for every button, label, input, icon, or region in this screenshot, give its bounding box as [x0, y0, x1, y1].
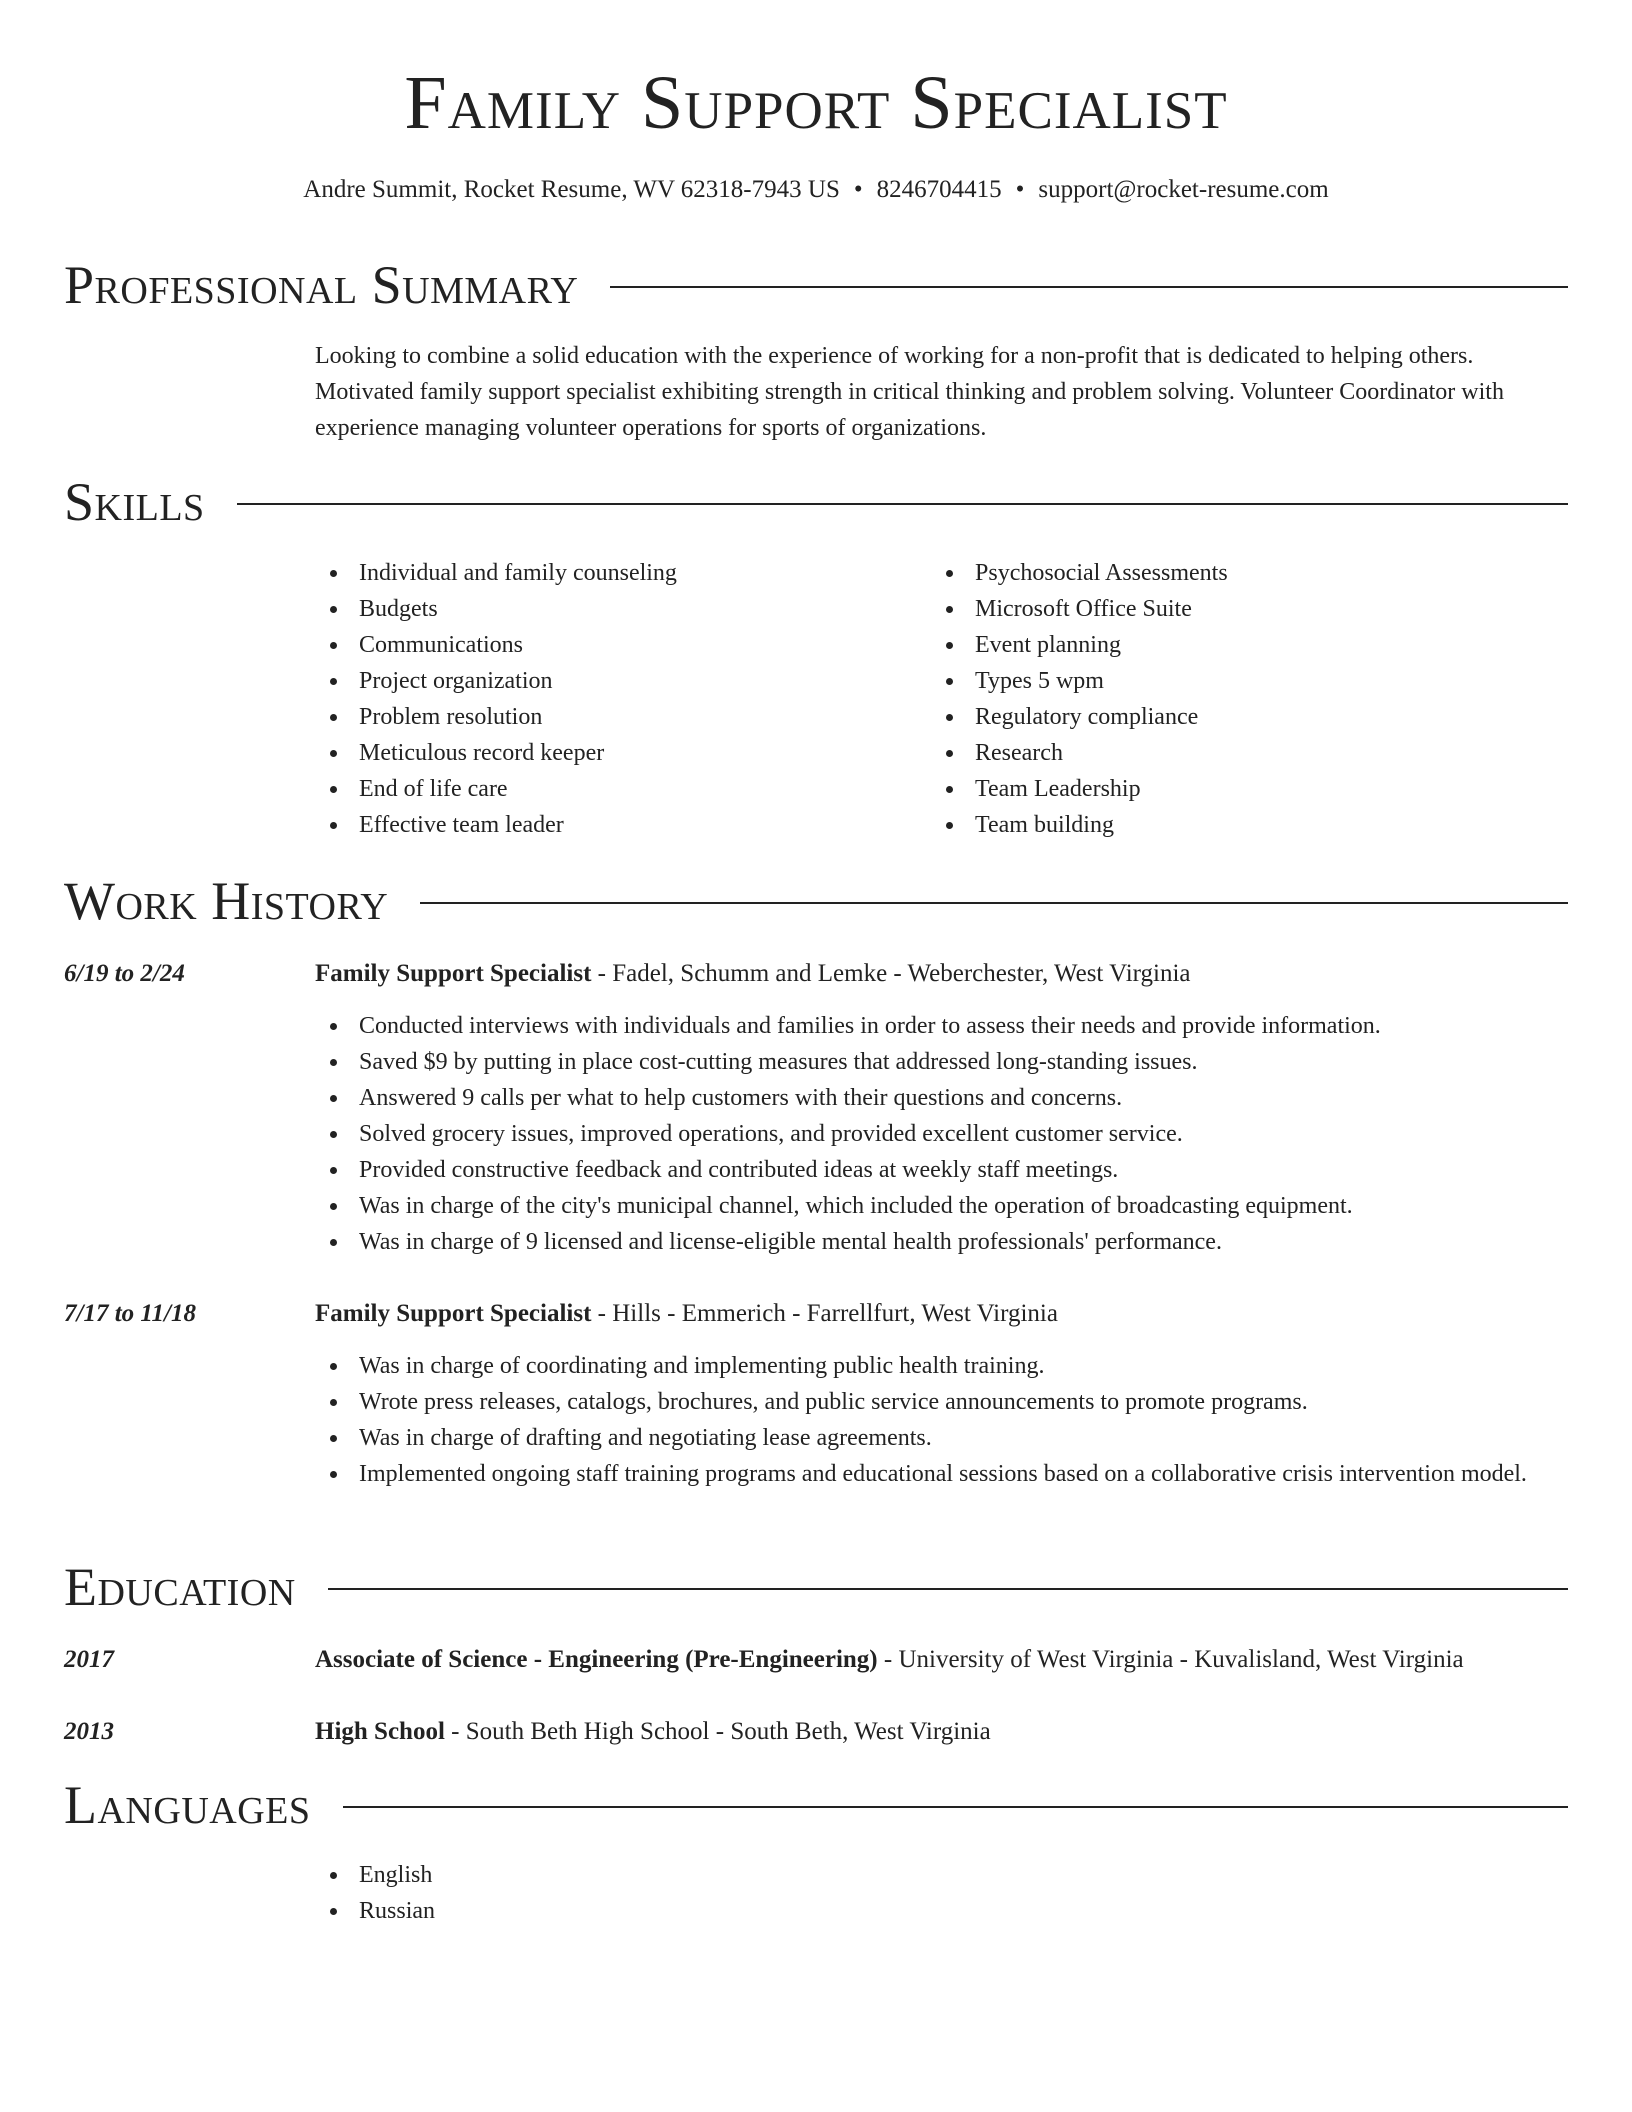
skill-item: End of life care: [315, 771, 915, 807]
education-entry: [315, 1714, 1575, 1750]
section-divider: [328, 1588, 1568, 1590]
job-bullet: Implemented ongoing staff training programs and educational sessions based on a collaborative crisis intervention model.: [315, 1456, 1565, 1492]
job-bullet: Answered 9 calls per what to help customers with their questions and concerns.: [315, 1080, 1565, 1116]
skills-heading: Skills: [64, 472, 205, 532]
contact-phone: 8246704415: [876, 176, 1002, 203]
job-dates: 7/17 to 11/18: [64, 1300, 196, 1327]
work-heading: Work History: [64, 871, 389, 931]
education-details: - South Beth High School - South Beth, West Virginia: [444, 1718, 991, 1745]
job-bullet: Solved grocery issues, improved operations, and provided excellent customer service.: [315, 1116, 1565, 1152]
job-bullet: Was in charge of coordinating and implementing public health training.: [315, 1348, 1565, 1384]
section-divider: [237, 503, 1568, 505]
skill-item: Project organization: [315, 663, 915, 699]
contact-address: Andre Summit, Rocket Resume, WV 62318-7943 US: [303, 176, 840, 203]
summary-heading: Professional Summary: [64, 255, 579, 315]
job-bullet: Provided constructive feedback and contributed ideas at weekly staff meetings.: [315, 1152, 1565, 1188]
section-divider: [420, 902, 1568, 904]
job-dates: 6/19 to 2/24: [64, 960, 185, 987]
summary-section-header: [64, 253, 1568, 317]
language-item: English: [315, 1857, 1565, 1893]
education-section-header: [64, 1555, 1568, 1619]
job-bullet: Wrote press releases, catalogs, brochures, and public service announcements to promote programs.: [315, 1384, 1565, 1420]
job-bullet: Was in charge of drafting and negotiating lease agreements.: [315, 1420, 1565, 1456]
skill-item: Microsoft Office Suite: [931, 591, 1531, 627]
education-year: 2017: [64, 1646, 114, 1673]
education-entry: [315, 1642, 1575, 1678]
skills-section-header: [64, 470, 1568, 534]
section-divider: [610, 286, 1568, 288]
skills-column-left: [315, 555, 915, 843]
skill-item: Effective team leader: [315, 807, 915, 843]
contact-separator: •: [853, 176, 863, 203]
job-title: Family Support Specialist: [315, 960, 592, 987]
education-heading: Education: [64, 1557, 296, 1617]
skill-item: Event planning: [931, 627, 1531, 663]
skill-item: Regulatory compliance: [931, 699, 1531, 735]
skill-item: Individual and family counseling: [315, 555, 915, 591]
language-item: Russian: [315, 1893, 1565, 1929]
skill-item: Problem resolution: [315, 699, 915, 735]
contact-separator: •: [1015, 176, 1025, 203]
skill-item: Team Leadership: [931, 771, 1531, 807]
resume-name: Family Support Specialist: [404, 61, 1228, 145]
job-bullets: [315, 1008, 1565, 1260]
skill-item: Types 5 wpm: [931, 663, 1531, 699]
job-heading: [315, 956, 1575, 992]
education-year: 2013: [64, 1718, 114, 1745]
languages-heading: Languages: [64, 1775, 311, 1835]
job-bullet: Conducted interviews with individuals and families in order to assess their needs and provide information.: [315, 1008, 1565, 1044]
summary-text: Looking to combine a solid education with the experience of working for a non-profit that is dedicated to helping others. Motivated family support specialist exhibiting strength in critical thinking and problem solving. Volunteer Coordinator with experience managing volunteer operations for sports of organizations.: [315, 343, 1504, 441]
contact-email: support@rocket-resume.com: [1038, 176, 1329, 203]
job-bullet: Was in charge of 9 licensed and license-eligible mental health professionals' performance.: [315, 1224, 1565, 1260]
education-degree: High School: [315, 1718, 445, 1745]
skills-column-right: [931, 555, 1531, 843]
skill-item: Meticulous record keeper: [315, 735, 915, 771]
skill-item: Research: [931, 735, 1531, 771]
section-divider: [343, 1806, 1569, 1808]
job-bullets: [315, 1348, 1565, 1492]
skill-item: Budgets: [315, 591, 915, 627]
job-details: - Fadel, Schumm and Lemke - Weberchester, West Virginia: [591, 960, 1191, 987]
skill-item: Psychosocial Assessments: [931, 555, 1531, 591]
languages-list: [315, 1857, 1565, 1929]
skill-item: Team building: [931, 807, 1531, 843]
job-bullet: Saved $9 by putting in place cost-cutting measures that addressed long-standing issues.: [315, 1044, 1565, 1080]
education-degree: Associate of Science - Engineering (Pre-Engineering): [315, 1646, 878, 1673]
job-heading: [315, 1296, 1575, 1332]
contact-line: [0, 172, 1632, 208]
job-bullet: Was in charge of the city's municipal channel, which included the operation of broadcasting equipment.: [315, 1188, 1565, 1224]
work-section-header: [64, 869, 1568, 933]
education-details: - University of West Virginia - Kuvalisland, West Virginia: [877, 1646, 1464, 1673]
job-details: - Hills - Emmerich - Farrellfurt, West Virginia: [591, 1300, 1058, 1327]
skill-item: Communications: [315, 627, 915, 663]
job-title: Family Support Specialist: [315, 1300, 592, 1327]
languages-section-header: [64, 1773, 1568, 1837]
